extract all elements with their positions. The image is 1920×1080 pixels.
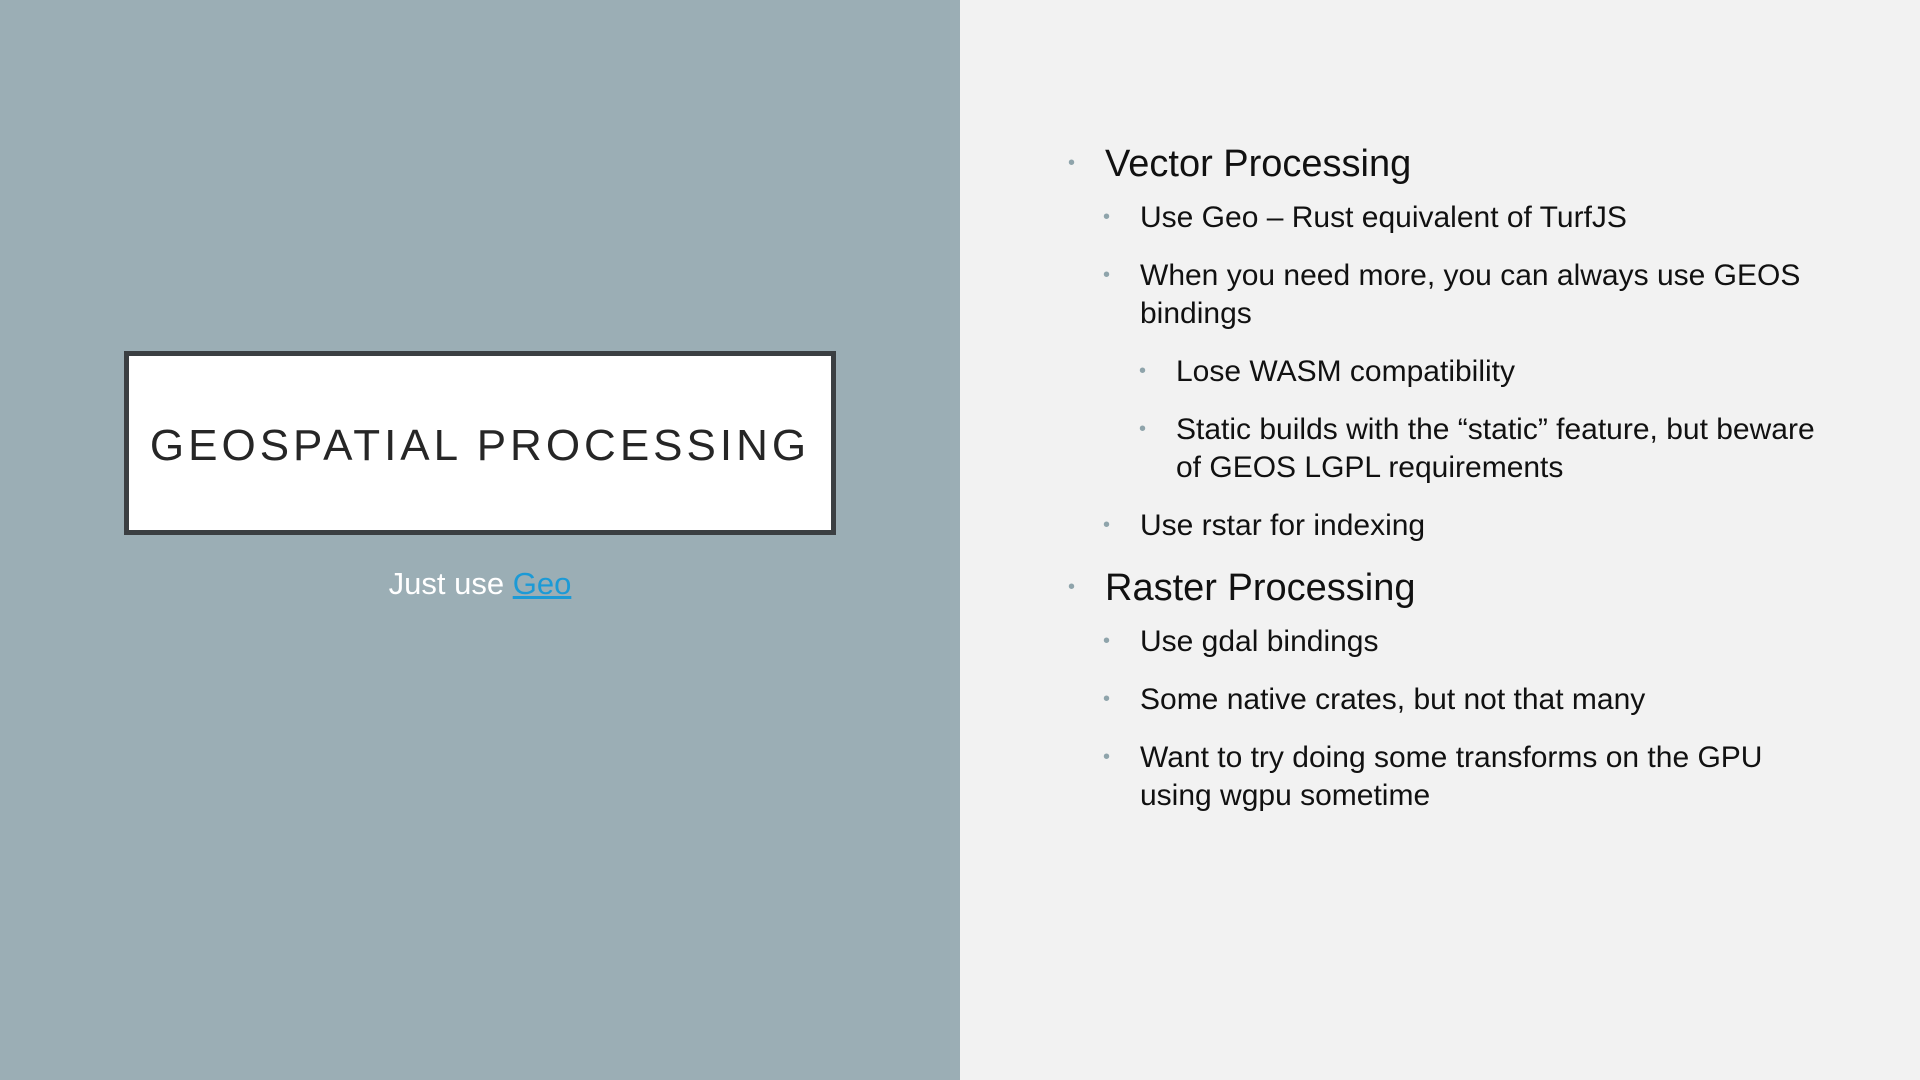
bullet-gdal (1066, 623, 1826, 661)
bullet-dot-icon: • (1068, 576, 1076, 598)
bullet-dot-icon: • (1103, 514, 1111, 536)
bullet-text: Raster Processing (1105, 567, 1416, 609)
bullet-wasm (1066, 353, 1826, 391)
bullet-list (1066, 130, 1826, 835)
bullet-rstar (1066, 507, 1826, 545)
bullet-vector-processing (1066, 141, 1826, 187)
subtitle-prefix: Just use (388, 566, 513, 601)
bullet-use-geo (1066, 199, 1826, 237)
bullet-dot-icon: • (1103, 630, 1111, 652)
bullet-dot-icon: • (1103, 264, 1111, 286)
bullet-text: Use Geo – Rust equivalent of TurfJS (1140, 201, 1627, 234)
bullet-text: When you need more, you can always use GEOS bindings (1140, 259, 1801, 330)
bullet-text: Static builds with the “static” feature, but beware of GEOS LGPL requirements (1176, 413, 1815, 484)
bullet-geos-bindings (1066, 257, 1826, 333)
bullet-dot-icon: • (1139, 418, 1147, 440)
bullet-text: Lose WASM compatibility (1176, 355, 1515, 388)
slide-title: GEOSPATIAL PROCESSING (149, 420, 811, 470)
subtitle (124, 566, 836, 602)
bullet-dot-icon: • (1103, 688, 1111, 710)
bullet-dot-icon: • (1068, 152, 1076, 174)
bullet-native-crates (1066, 681, 1826, 719)
bullet-raster-processing (1066, 565, 1826, 611)
bullet-text: Use gdal bindings (1140, 625, 1379, 658)
bullet-static-builds (1066, 411, 1826, 487)
bullet-text: Some native crates, but not that many (1140, 683, 1646, 716)
bullet-dot-icon: • (1103, 206, 1111, 228)
bullet-text: Want to try doing some transforms on the GPU using wgpu sometime (1140, 741, 1763, 812)
bullet-text: Vector Processing (1105, 143, 1412, 185)
bullet-wgpu (1066, 739, 1826, 815)
bullet-dot-icon: • (1139, 360, 1147, 382)
geo-link[interactable]: Geo (512, 566, 572, 601)
bullet-text: Use rstar for indexing (1140, 509, 1426, 542)
bullet-dot-icon: • (1103, 746, 1111, 768)
title-box (124, 351, 836, 535)
